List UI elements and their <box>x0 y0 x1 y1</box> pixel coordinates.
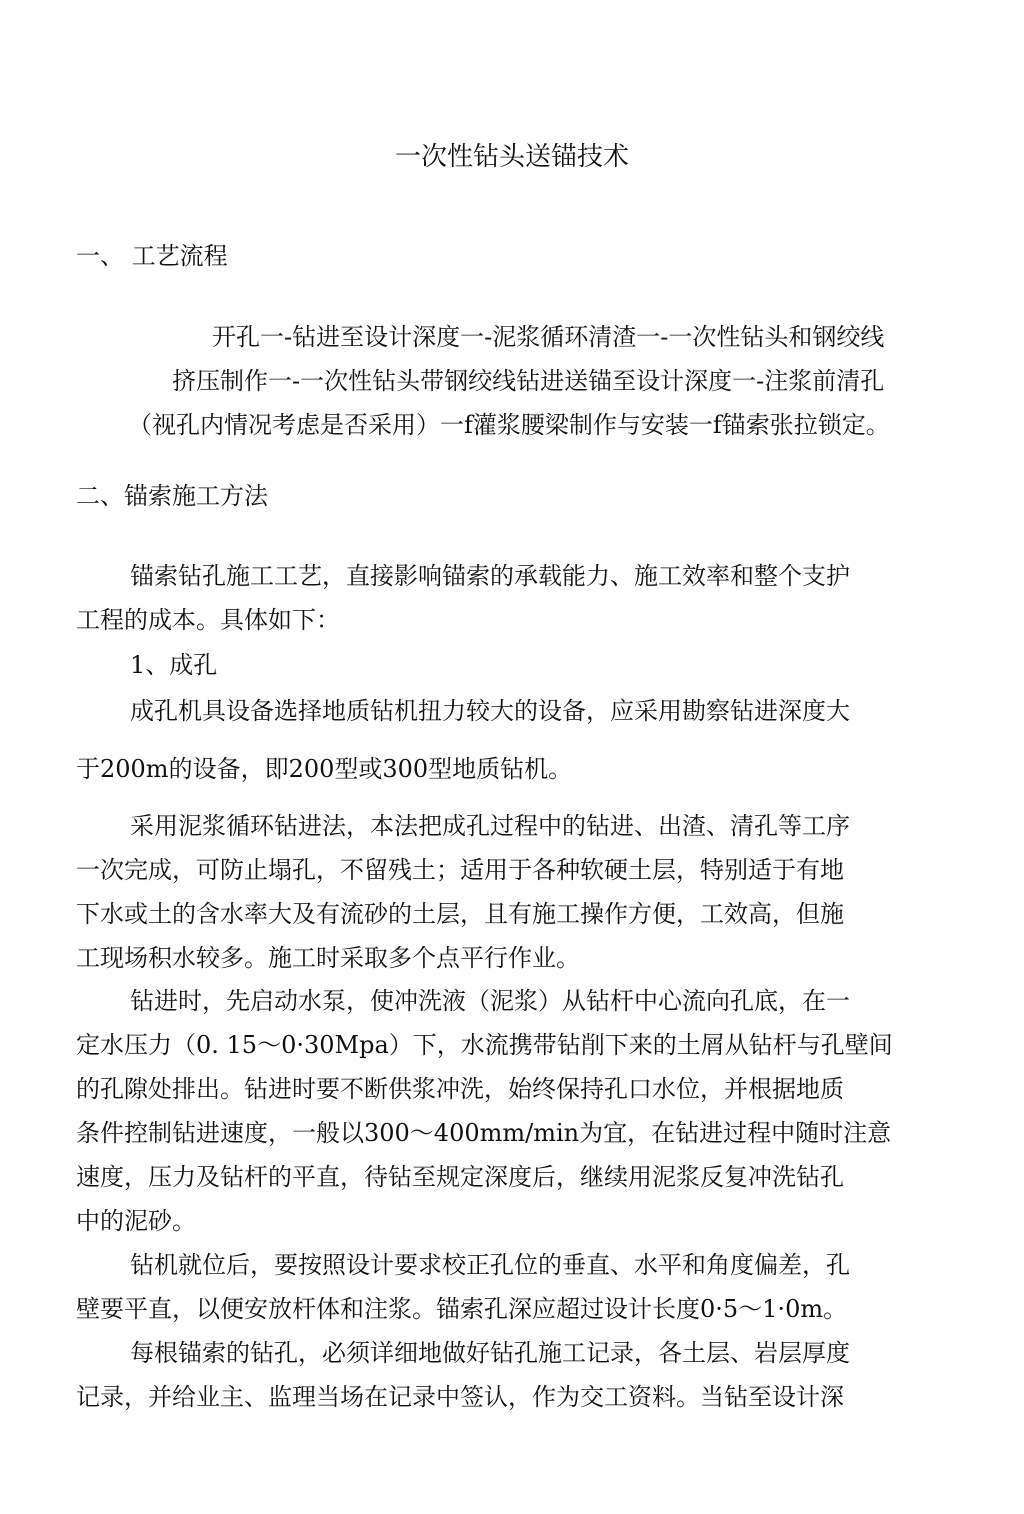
body-text-line: 记录，并给业主、监理当场在记录中签认，作为交工资料。当钻至设计深 <box>76 1383 844 1411</box>
body-text-line: 中的泥砂。 <box>76 1207 196 1235</box>
body-text-line: 于200m的设备，即200型或300型地质钻机。 <box>76 755 573 783</box>
body-text-line: 采用泥浆循环钻进法，本法把成孔过程中的钻进、出渣、清孔等工序 <box>130 812 850 840</box>
flow-text-line: （视孔内情况考虑是否采用）一f灌浆腰梁制作与安装一f锚索张拉锁定。 <box>128 411 890 439</box>
body-text-line: 条件控制钻进速度，一般以300～400mm/min为宜，在钻进过程中随时注意 <box>76 1119 892 1147</box>
body-text-line: 成孔机具设备选择地质钻机扭力较大的设备，应采用勘察钻进深度大 <box>130 697 850 725</box>
body-text-line: 一次完成，可防止塌孔，不留残土；适用于各种软硬土层，特别适于有地 <box>76 856 844 884</box>
subheading-drilling: 1、成孔 <box>130 651 218 679</box>
body-text-line: 壁要平直，以便安放杆体和注浆。锚索孔深应超过设计长度0·5～1·0m。 <box>76 1295 848 1323</box>
body-text-line: 工程的成本。具体如下： <box>76 606 340 634</box>
body-text-line: 锚索钻孔施工工艺，直接影响锚索的承载能力、施工效率和整个支护 <box>130 562 850 590</box>
section-heading-anchor-construction: 二、锚索施工方法 <box>76 482 268 510</box>
body-text-line: 工现场积水较多。施工时采取多个点平行作业。 <box>76 944 580 972</box>
body-text-line: 每根锚索的钻孔，必须详细地做好钻孔施工记录，各土层、岩层厚度 <box>130 1339 850 1367</box>
body-text-line: 的孔隙处排出。钻进时要不断供浆冲洗，始终保持孔口水位，并根据地质 <box>76 1075 844 1103</box>
body-text-line: 钻机就位后，要按照设计要求校正孔位的垂直、水平和角度偏差，孔 <box>130 1251 850 1279</box>
body-text-line: 下水或土的含水率大及有流砂的土层，且有施工操作方便，工效高，但施 <box>76 900 844 928</box>
flow-text-line: 开孔一-钻进至设计深度一-泥浆循环清渣一-一次性钻头和钢绞线 <box>212 323 885 351</box>
flow-text-line: 挤压制作一-一次性钻头带钢绞线钻进送锚至设计深度一-注浆前清孔 <box>172 367 885 395</box>
body-text-line: 定水压力（0. 15～0·30Mpa）下，水流携带钻削下来的土屑从钻杆与孔壁间 <box>76 1031 893 1059</box>
section-heading-process-flow: 一、 工艺流程 <box>76 242 228 270</box>
body-text-line: 钻进时，先启动水泵，使冲洗液（泥浆）从钻杆中心流向孔底，在一 <box>130 987 850 1015</box>
document-title: 一次性钻头送锚技术 <box>394 142 629 172</box>
body-text-line: 速度，压力及钻杆的平直，待钻至规定深度后，继续用泥浆反复冲洗钻孔 <box>76 1163 844 1191</box>
